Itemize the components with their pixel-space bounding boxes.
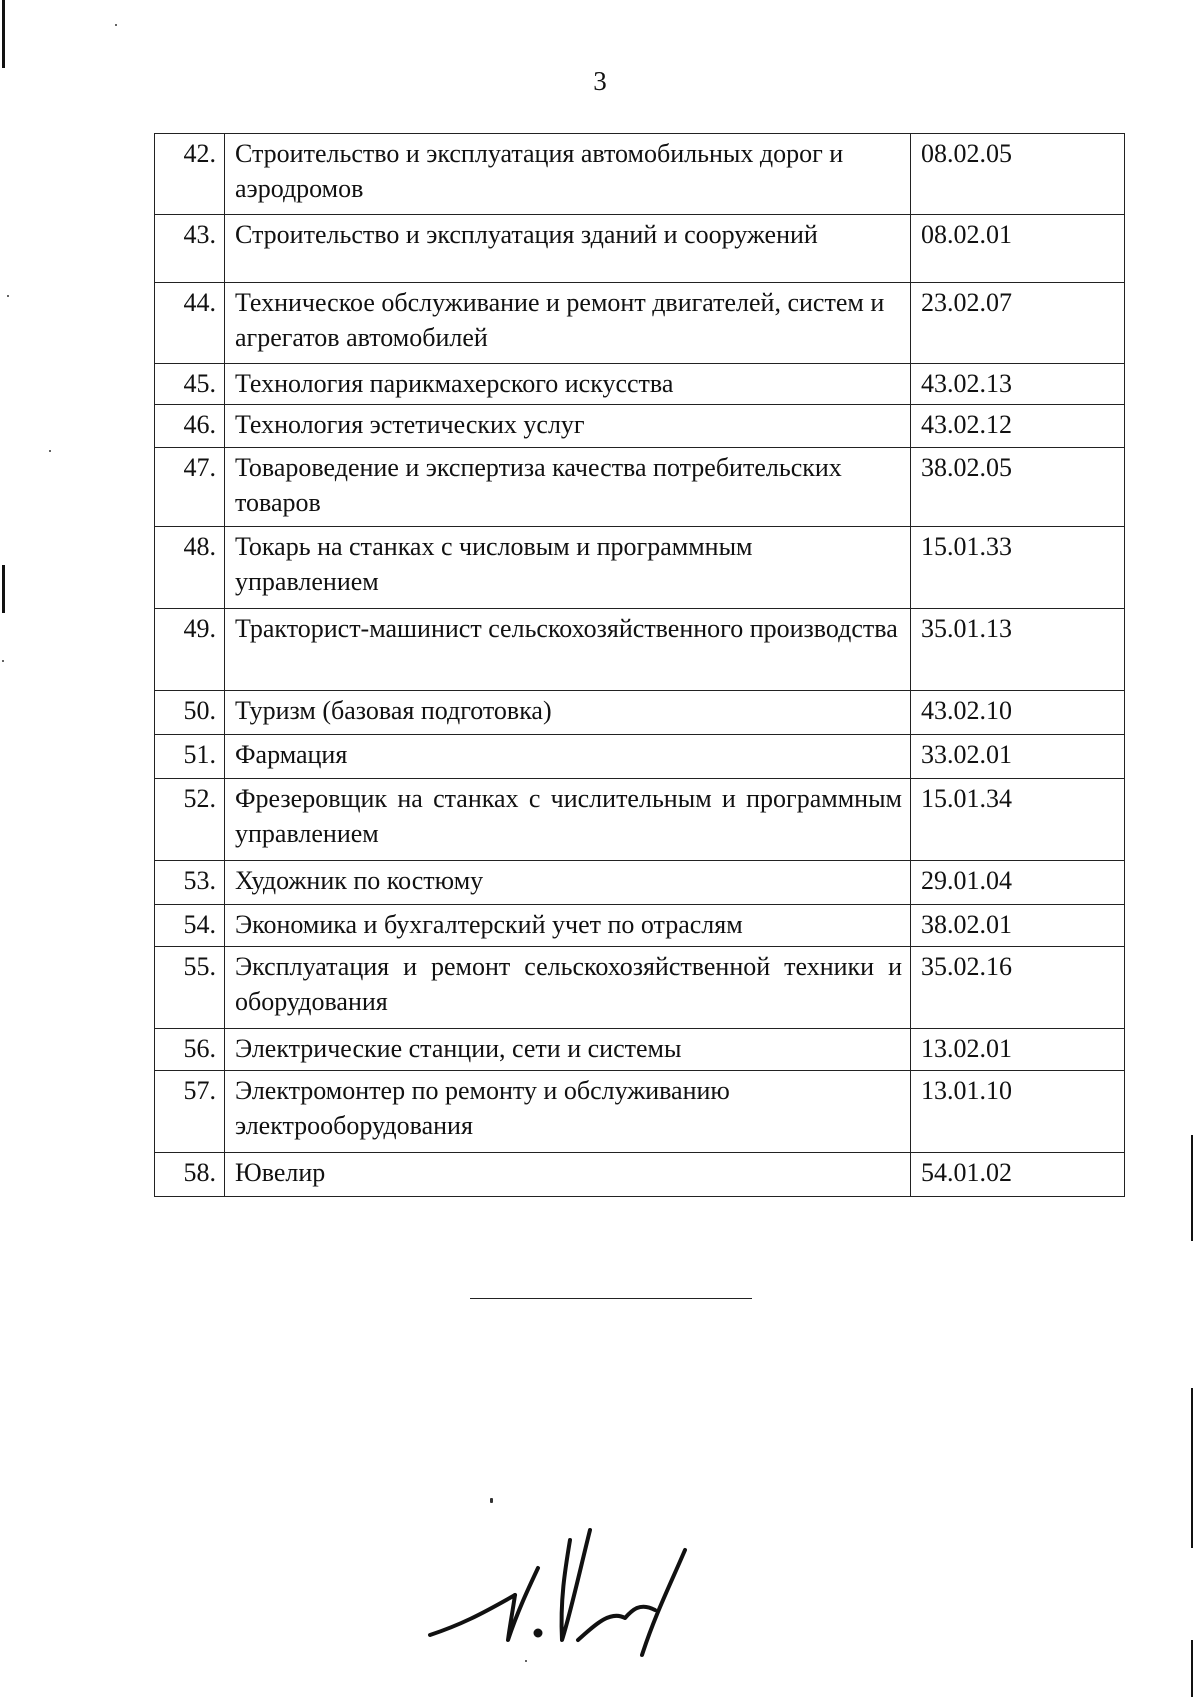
specialty-name: Технология парикмахерского искусства	[225, 364, 911, 405]
specialty-name: Технология эстетических услуг	[225, 405, 911, 448]
page-number: 3	[593, 66, 607, 96]
table-row	[155, 861, 1125, 905]
specialty-name: Техническое обслуживание и ремонт двигателей, систем и агрегатов автомобилей	[225, 283, 911, 364]
specialty-code: 15.01.33	[911, 527, 1125, 609]
scan-edge-mark	[1191, 1135, 1193, 1241]
end-of-list-rule	[470, 1298, 752, 1299]
specialty-name: Токарь на станках с числовым и программным управлением	[225, 527, 911, 609]
table-row	[155, 779, 1125, 861]
table-row	[155, 134, 1125, 215]
table-row	[155, 215, 1125, 283]
row-number: 54.	[155, 905, 225, 947]
table-row	[155, 735, 1125, 779]
specialty-code: 38.02.01	[911, 905, 1125, 947]
row-number: 45.	[155, 364, 225, 405]
specialty-name: Фрезеровщик на станках с числительным и программным управлением	[225, 779, 911, 861]
row-number: 42.	[155, 134, 225, 215]
specialty-code: 15.01.34	[911, 779, 1125, 861]
specialty-name: Эксплуатация и ремонт сельскохозяйственной техники и оборудования	[225, 947, 911, 1029]
specialty-name: Строительство и эксплуатация зданий и сооружений	[225, 215, 911, 283]
specialty-name: Строительство и эксплуатация автомобильных дорог и аэродромов	[225, 134, 911, 215]
row-number: 52.	[155, 779, 225, 861]
specialty-name: Тракторист-машинист сельскохозяйственного производства	[225, 609, 911, 691]
table-row	[155, 691, 1125, 735]
row-number: 56.	[155, 1029, 225, 1071]
specialty-name: Электрические станции, сети и системы	[225, 1029, 911, 1071]
scan-edge-mark	[1191, 1640, 1193, 1697]
specialty-name: Художник по костюму	[225, 861, 911, 905]
specialty-name: Электромонтер по ремонту и обслуживанию электрооборудования	[225, 1071, 911, 1153]
specialty-code: 23.02.07	[911, 283, 1125, 364]
table-row	[155, 364, 1125, 405]
row-number: 46.	[155, 405, 225, 448]
specialty-code: 29.01.04	[911, 861, 1125, 905]
specialty-code: 43.02.10	[911, 691, 1125, 735]
scan-speck	[49, 450, 51, 452]
row-number: 44.	[155, 283, 225, 364]
specialty-name: Экономика и бухгалтерский учет по отраслям	[225, 905, 911, 947]
specialty-name: Фармация	[225, 735, 911, 779]
row-number: 55.	[155, 947, 225, 1029]
specialty-code: 38.02.05	[911, 448, 1125, 527]
handwritten-signature	[420, 1490, 740, 1670]
specialty-code: 08.02.01	[911, 215, 1125, 283]
specialty-code: 13.01.10	[911, 1071, 1125, 1153]
specialty-code: 54.01.02	[911, 1153, 1125, 1197]
scan-edge-mark	[1191, 1388, 1193, 1548]
scan-edge-mark	[2, 0, 5, 68]
table-row	[155, 1153, 1125, 1197]
specialty-code: 33.02.01	[911, 735, 1125, 779]
specialty-code: 43.02.12	[911, 405, 1125, 448]
row-number: 50.	[155, 691, 225, 735]
table-row	[155, 947, 1125, 1029]
table-row	[155, 905, 1125, 947]
specialty-code: 35.01.13	[911, 609, 1125, 691]
row-number: 57.	[155, 1071, 225, 1153]
specialty-name: Ювелир	[225, 1153, 911, 1197]
table-row	[155, 283, 1125, 364]
scan-speck	[7, 295, 9, 297]
table-row	[155, 1071, 1125, 1153]
table-row	[155, 609, 1125, 691]
specialty-code: 35.02.16	[911, 947, 1125, 1029]
scan-speck	[2, 660, 4, 662]
table-row	[155, 1029, 1125, 1071]
scan-speck	[115, 24, 117, 26]
row-number: 43.	[155, 215, 225, 283]
table-row	[155, 405, 1125, 448]
table-row	[155, 448, 1125, 527]
row-number: 51.	[155, 735, 225, 779]
specialty-name: Товароведение и экспертиза качества потребительских товаров	[225, 448, 911, 527]
table-row	[155, 527, 1125, 609]
row-number: 53.	[155, 861, 225, 905]
row-number: 47.	[155, 448, 225, 527]
specialty-name: Туризм (базовая подготовка)	[225, 691, 911, 735]
specialty-code: 08.02.05	[911, 134, 1125, 215]
specialty-code: 43.02.13	[911, 364, 1125, 405]
row-number: 58.	[155, 1153, 225, 1197]
row-number: 48.	[155, 527, 225, 609]
specialties-table	[154, 133, 1125, 1197]
specialty-code: 13.02.01	[911, 1029, 1125, 1071]
scan-edge-mark	[2, 565, 5, 613]
row-number: 49.	[155, 609, 225, 691]
